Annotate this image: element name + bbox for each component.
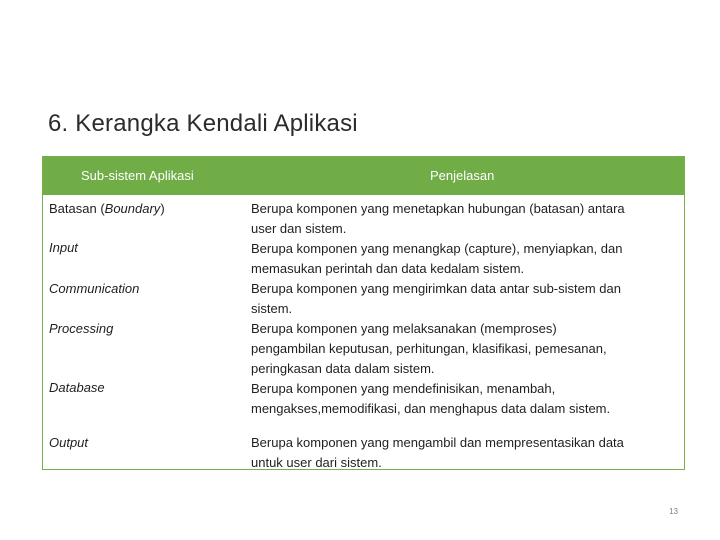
header-explanation: Penjelasan (430, 168, 495, 183)
row-name-database (49, 380, 105, 395)
description-line: Berupa komponen yang mengambil dan mempresentasikan data (251, 435, 624, 450)
slide-title: 6. Kerangka Kendali Aplikasi (48, 110, 358, 137)
table-header (43, 157, 684, 195)
description-line: Berupa komponen yang mendefinisikan, menambah, (251, 381, 556, 396)
row-name-italic: Boundary (104, 201, 161, 216)
row-name-italic: Communication (49, 281, 140, 296)
row-name-processing (49, 321, 113, 336)
row-name-italic: Database (49, 380, 105, 395)
description-line: Berupa komponen yang mengirimkan data antar sub-sistem dan (251, 281, 621, 296)
description-line: untuk user dari sistem. (251, 455, 382, 470)
row-name-italic: Output (49, 435, 89, 450)
description-line: peringkasan data dalam sistem. (251, 361, 435, 376)
description-line: sistem. (251, 301, 293, 316)
row-name-italic: Input (49, 240, 78, 255)
description-line: Berupa komponen yang menangkap (capture), menyiapkan, dan (251, 241, 623, 256)
row-name-plain: Batasan ( (49, 201, 105, 216)
row-name-communication (49, 281, 139, 296)
header-subsystem: Sub-sistem Aplikasi (81, 168, 194, 183)
row-name-output (49, 435, 88, 450)
description-block-output (251, 433, 681, 473)
row-name-input (49, 240, 78, 255)
row-name-italic: Processing (49, 321, 114, 336)
row-name-boundary (49, 201, 165, 216)
page-number: 13 (669, 507, 678, 516)
description-line: Berupa komponen yang melaksanakan (memproses) (251, 321, 557, 336)
description-line: mengakses,memodifikasi, dan menghapus data dalam sistem. (251, 401, 611, 416)
description-line: memasukan perintah dan data kedalam sistem. (251, 261, 525, 276)
control-framework-table (42, 156, 685, 470)
description-line: Berupa komponen yang menetapkan hubungan (batasan) antara (251, 201, 625, 216)
description-line: user dan sistem. (251, 221, 347, 236)
description-line: pengambilan keputusan, perhitungan, klasifikasi, pemesanan, (251, 341, 607, 356)
row-name-suffix: ) (160, 201, 165, 216)
description-block-main (251, 199, 681, 419)
